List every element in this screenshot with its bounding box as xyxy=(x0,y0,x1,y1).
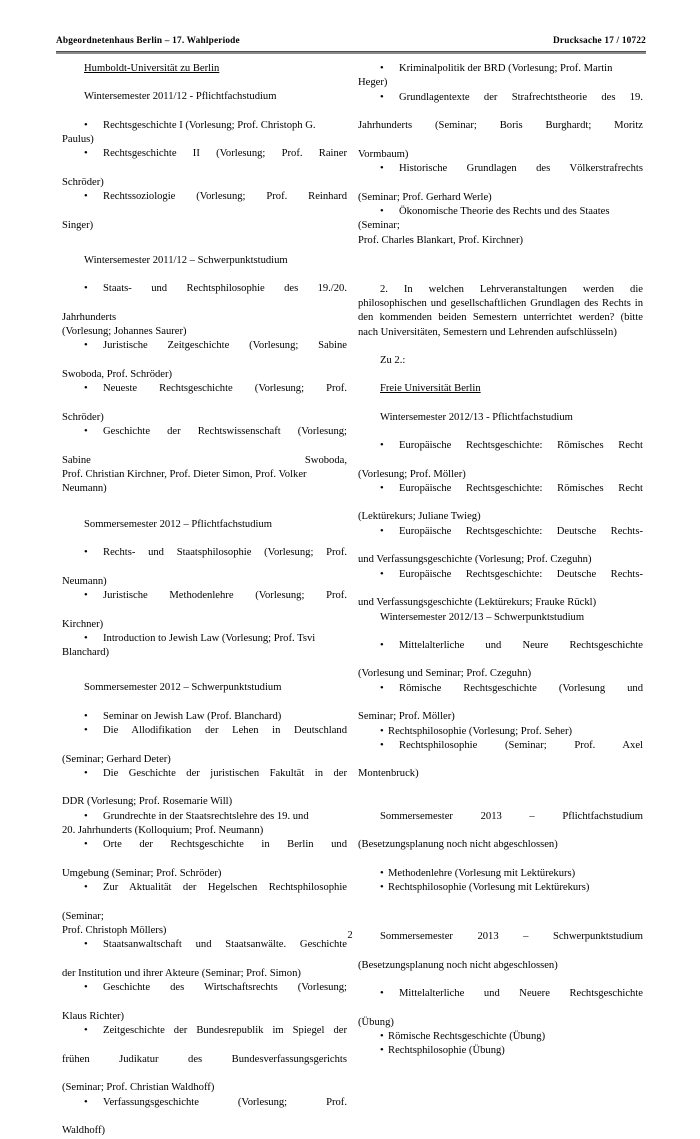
bullet-icon: • xyxy=(380,482,384,494)
left-semester-heading-4: Sommersemester 2012 – Schwerpunktstudium xyxy=(84,682,282,694)
left-university-heading: Humboldt-Universität zu Berlin xyxy=(84,63,220,74)
bullet-icon: • xyxy=(84,810,88,822)
list-item-text: Seminar on Jewish Law (Prof. Blanchard) xyxy=(103,710,282,722)
spacer xyxy=(358,248,643,269)
list-item xyxy=(358,987,643,1016)
bullet-icon: • xyxy=(380,1045,384,1057)
list-item-text: Mittelalterliche und Neure Rechtsgeschichte xyxy=(399,639,643,651)
list-item-text: Neueste Rechtsgeschichte (Vorlesung; Prof. xyxy=(103,383,347,395)
list-item-continuation: (Vorlesung; Prof. Möller) xyxy=(358,468,466,480)
list-item xyxy=(62,589,347,618)
list-item xyxy=(358,867,643,881)
spacer xyxy=(358,916,643,930)
right-university-heading: Freie Universität Berlin xyxy=(380,383,481,395)
spacer xyxy=(358,625,643,639)
list-item-text: Verfassungsgeschichte (Vorlesung; Prof. xyxy=(103,1096,347,1108)
spacer xyxy=(62,532,347,546)
bullet-icon: • xyxy=(84,547,88,559)
continuation-left-fragment: Sabine xyxy=(62,454,91,466)
list-item xyxy=(62,710,347,724)
left-semester-heading-2: Wintersemester 2011/12 – Schwerpunktstudium xyxy=(84,254,288,266)
list-item-text: Zur Aktualität der Hegelschen Rechtsphilosophie xyxy=(103,882,347,894)
list-item-continuation: (Seminar; Prof. Christian Waldhoff) xyxy=(62,1082,215,1094)
spacer xyxy=(62,76,347,90)
list-item-text: Römische Rechtsgeschichte (Übung) xyxy=(388,1031,546,1043)
spacer xyxy=(62,268,347,282)
bullet-icon: • xyxy=(84,340,88,352)
list-item-continuation: Montenbruck) xyxy=(358,768,419,780)
bullet-icon: • xyxy=(84,1096,88,1108)
list-item xyxy=(358,682,643,711)
list-item-continuation: Umgebung (Seminar; Prof. Schröder) xyxy=(62,867,222,879)
bullet-icon: • xyxy=(380,525,384,537)
list-item-continuation: Heger) xyxy=(358,77,388,89)
list-item-text: Juristische Zeitgeschichte (Vorlesung; Sabine xyxy=(103,340,347,352)
list-item-continuation: (Seminar; xyxy=(358,220,400,232)
bullet-icon: • xyxy=(84,283,88,295)
bullet-icon: • xyxy=(380,568,384,580)
list-item xyxy=(358,739,643,768)
spacer xyxy=(358,782,643,803)
spacer xyxy=(62,696,347,710)
bullet-icon: • xyxy=(84,1025,88,1037)
list-item xyxy=(358,91,643,120)
page-number: 2 xyxy=(347,930,353,941)
list-item-text: Römische Rechtsgeschichte (Vorlesung und xyxy=(399,682,643,694)
list-item xyxy=(62,119,347,133)
list-item xyxy=(62,632,347,646)
list-item xyxy=(62,938,347,967)
list-item xyxy=(62,282,347,311)
list-item xyxy=(62,425,347,454)
list-item xyxy=(358,568,643,597)
list-item-continuation: DDR (Vorlesung; Prof. Rosemarie Will) xyxy=(62,796,233,808)
list-item-text: Rechtsgeschichte I (Vorlesung; Prof. Christoph G. xyxy=(103,119,316,131)
list-item-continuation: Neumann) xyxy=(62,575,107,587)
list-item xyxy=(358,725,643,739)
list-item-continuation: Prof. Charles Blankart, Prof. Kirchner) xyxy=(358,234,524,246)
list-item-text: Grundrechte in der Staatsrechtslehre des 19. und xyxy=(103,810,309,822)
right-semester-heading-1: Wintersemester 2012/13 - Pflichtfachstudium xyxy=(380,411,573,423)
list-item-continuation: Prof. Christian Kirchner, Prof. Dieter Simon, Prof. Volker xyxy=(62,469,307,481)
right-semester-heading-4: Sommersemester 2013 – Schwerpunktstudium xyxy=(380,931,643,943)
bullet-icon: • xyxy=(84,839,88,851)
list-item-continuation: (Lektürekurs; Juliane Twieg) xyxy=(358,511,481,523)
bullet-icon: • xyxy=(84,724,88,736)
bullet-icon: • xyxy=(380,439,384,451)
list-item-continuation: Jahrhunderts xyxy=(62,311,117,323)
list-item xyxy=(62,881,347,910)
list-item-continuation: Vormbaum) xyxy=(358,148,409,160)
left-text-column xyxy=(62,62,347,1139)
bullet-icon: • xyxy=(380,881,384,893)
list-item xyxy=(358,639,643,668)
bullet-icon: • xyxy=(84,982,88,994)
bullet-icon: • xyxy=(84,148,88,160)
list-item-text: Grundlagentexte der Strafrechtstheorie des 19. xyxy=(399,91,643,103)
list-item-text: Rechtsgeschichte II (Vorlesung; Prof. Rainer xyxy=(103,148,347,160)
list-item-text: Geschichte des Wirtschaftsrechts (Vorlesung; xyxy=(103,982,347,994)
list-item-continuation xyxy=(62,454,347,468)
bullet-icon: • xyxy=(380,163,384,175)
bullet-icon: • xyxy=(84,119,88,131)
header-document-number: Drucksache 17 / 10722 xyxy=(553,36,646,46)
bullet-icon: • xyxy=(380,725,384,737)
list-item xyxy=(62,838,347,867)
list-item-text: Rechts- und Staatsphilosophie (Vorlesung; Prof. xyxy=(103,547,347,559)
list-item-text: Kriminalpolitik der BRD (Vorlesung; Prof. Martin xyxy=(399,63,613,74)
list-item-continuation: (Seminar; Prof. Gerhard Werle) xyxy=(358,191,492,203)
bullet-icon: • xyxy=(84,589,88,601)
answer-2-label: Zu 2.: xyxy=(380,355,406,367)
list-item xyxy=(358,1030,643,1044)
list-item-continuation: (Seminar; xyxy=(62,910,104,922)
right-semester-heading-3: Sommersemester 2013 – Pflichtfachstudium xyxy=(380,810,643,822)
document-running-header xyxy=(56,36,646,46)
bullet-icon: • xyxy=(84,939,88,951)
spacer xyxy=(62,497,347,518)
right-semester-subnote-4: (Besetzungsplanung noch nicht abgeschlossen) xyxy=(358,959,558,971)
list-item xyxy=(62,339,347,368)
list-item-text: Rechtsphilosophie (Vorlesung; Prof. Seher) xyxy=(388,725,572,737)
bullet-icon: • xyxy=(380,988,384,1000)
bullet-icon: • xyxy=(380,63,384,74)
list-item-text: Die Allodifikation der Lehen in Deutschland xyxy=(103,724,347,736)
list-item xyxy=(62,147,347,176)
list-item-continuation: (Vorlesung; Johannes Saurer) xyxy=(62,326,187,338)
list-item-continuation: Klaus Richter) xyxy=(62,1010,125,1022)
list-item-text: Orte der Rechtsgeschichte in Berlin und xyxy=(103,839,347,851)
list-item-text: Staatsanwaltschaft und Staatsanwälte. Geschichte xyxy=(103,939,347,951)
list-item-text: Juristische Methodenlehre (Vorlesung; Prof. xyxy=(103,589,347,601)
list-item-continuation: Neumann) xyxy=(62,483,107,495)
list-item-continuation: Kirchner) xyxy=(62,618,104,630)
list-item-continuation: Swoboda, Prof. Schröder) xyxy=(62,369,173,381)
list-item xyxy=(62,1024,347,1053)
list-item xyxy=(62,546,347,575)
list-item xyxy=(62,724,347,753)
bullet-icon: • xyxy=(380,639,384,651)
left-semester-heading-3: Sommersemester 2012 – Pflichtfachstudium xyxy=(84,518,273,530)
header-divider-rule xyxy=(56,51,646,54)
spacer xyxy=(358,853,643,867)
list-item-continuation: Prof. Christoph Möllers) xyxy=(62,925,167,937)
spacer xyxy=(358,895,643,916)
list-item-continuation: der Institution und ihrer Akteure (Seminar; Prof. Simon) xyxy=(62,968,301,980)
list-item xyxy=(358,1044,643,1058)
list-item xyxy=(358,62,643,76)
spacer xyxy=(358,340,643,354)
list-item-text: Introduction to Jewish Law (Vorlesung; Prof. Tsvi xyxy=(103,632,316,644)
spacer xyxy=(62,105,347,119)
list-item-continuation: und Verfassungsgeschichte (Vorlesung; Prof. Czeguhn) xyxy=(358,554,592,566)
list-item-text: Ökonomische Theorie des Rechts und des Staates xyxy=(399,205,610,217)
list-item xyxy=(358,525,643,554)
list-item-continuation: (Vorlesung und Seminar; Prof. Czeguhn) xyxy=(358,668,532,680)
list-item-continuation: und Verfassungsgeschichte (Lektürekurs; Frauke Rückl) xyxy=(358,597,597,609)
bullet-icon: • xyxy=(380,739,384,751)
list-item-text: Mittelalterliche und Neuere Rechtsgeschichte xyxy=(399,988,643,1000)
list-item-continuation: (Seminar; Gerhard Deter) xyxy=(62,753,171,765)
two-column-body xyxy=(0,62,700,1137)
list-item-continuation: Seminar; Prof. Möller) xyxy=(358,711,455,723)
list-item xyxy=(62,810,347,824)
spacer xyxy=(358,368,643,382)
bullet-icon: • xyxy=(84,426,88,438)
list-item-text: Die Geschichte der juristischen Fakultät in der xyxy=(103,767,347,779)
list-item xyxy=(358,162,643,191)
list-item-text: Rechtssoziologie (Vorlesung; Prof. Reinhard xyxy=(103,191,347,203)
bullet-icon: • xyxy=(84,710,88,722)
list-item-continuation: Singer) xyxy=(62,219,94,231)
bullet-icon: • xyxy=(84,767,88,779)
bullet-icon: • xyxy=(84,383,88,395)
list-item-text: Rechtsphilosophie (Übung) xyxy=(388,1045,505,1057)
bullet-icon: • xyxy=(380,91,384,103)
spacer xyxy=(358,803,643,810)
list-item xyxy=(358,881,643,895)
list-item-text: Rechtsphilosophie (Seminar; Prof. Axel xyxy=(399,739,643,751)
list-item-text: Staats- und Rechtsphilosophie des 19./20. xyxy=(103,283,347,295)
list-item-continuation: Blanchard) xyxy=(62,647,110,659)
list-item-text: Europäische Rechtsgeschichte: Deutsche Rechts- xyxy=(399,568,643,580)
list-item-text: Europäische Rechtsgeschichte: Deutsche Rechts- xyxy=(399,525,643,537)
left-semester-heading-1: Wintersemester 2011/12 - Pflichtfachstudium xyxy=(84,91,277,103)
list-item-continuation: Schröder) xyxy=(62,176,104,188)
list-item xyxy=(62,1096,347,1125)
bullet-icon: • xyxy=(380,1031,384,1043)
spacer xyxy=(358,397,643,411)
list-item-continuation: frühen Judikatur des Bundesverfassungsgerichts xyxy=(62,1053,347,1065)
bullet-icon: • xyxy=(380,205,384,217)
list-item-text: Europäische Rechtsgeschichte: Römisches Recht xyxy=(399,482,643,494)
list-item xyxy=(358,205,643,219)
list-item-text: Europäische Rechtsgeschichte: Römisches Recht xyxy=(399,439,643,451)
bullet-icon: • xyxy=(380,682,384,694)
list-item-text: Geschichte der Rechtswissenschaft (Vorlesung; xyxy=(103,426,347,438)
right-semester-heading-2: Wintersemester 2012/13 – Schwerpunktstudium xyxy=(380,611,585,623)
list-item xyxy=(62,981,347,1010)
bullet-icon: • xyxy=(84,191,88,203)
spacer xyxy=(62,233,347,254)
spacer xyxy=(358,269,643,283)
spacer xyxy=(62,660,347,681)
spacer xyxy=(358,425,643,439)
list-item-continuation: 20. Jahrhunderts (Kolloquium; Prof. Neumann) xyxy=(62,825,264,837)
list-item xyxy=(62,190,347,219)
list-item xyxy=(358,439,643,468)
bullet-icon: • xyxy=(84,882,88,894)
list-item-text: Historische Grundlagen des Völkerstrafrechts xyxy=(399,163,643,175)
list-item-text: Methodenlehre (Vorlesung mit Lektürekurs) xyxy=(388,867,576,879)
right-text-column xyxy=(358,62,643,1059)
list-item-continuation: Waldhoff) xyxy=(62,1125,106,1137)
header-parliament-label: Abgeordnetenhaus Berlin – 17. Wahlperiode xyxy=(56,36,240,46)
list-item xyxy=(62,767,347,796)
list-item xyxy=(62,382,347,411)
question-2-paragraph: 2. In welchen Lehrveranstaltungen werden die philosophischen und gesellschaftlichen Grundlagen des Rechts in den kommenden beiden Semestern unterrichtet werden? (bitte nach Universitäten, Semestern und Lehrenden aufschlüsseln) xyxy=(358,283,643,338)
list-item-continuation: Paulus) xyxy=(62,133,94,145)
bullet-icon: • xyxy=(84,632,88,644)
list-item-continuation: Jahrhunderts (Seminar; Boris Burghardt; Moritz xyxy=(358,120,643,132)
right-semester-subnote-3: (Besetzungsplanung noch nicht abgeschlossen) xyxy=(358,839,558,851)
bullet-icon: • xyxy=(380,867,384,879)
list-item-text: Zeitgeschichte der Bundesrepublik im Spiegel der xyxy=(103,1025,347,1037)
list-item-continuation: Schröder) xyxy=(62,411,104,423)
list-item-continuation: (Übung) xyxy=(358,1016,394,1028)
list-item-text: Rechtsphilosophie (Vorlesung mit Lektürekurs) xyxy=(388,881,590,893)
continuation-right-fragment: Swoboda, xyxy=(304,454,347,466)
spacer xyxy=(358,973,643,987)
list-item xyxy=(358,482,643,511)
